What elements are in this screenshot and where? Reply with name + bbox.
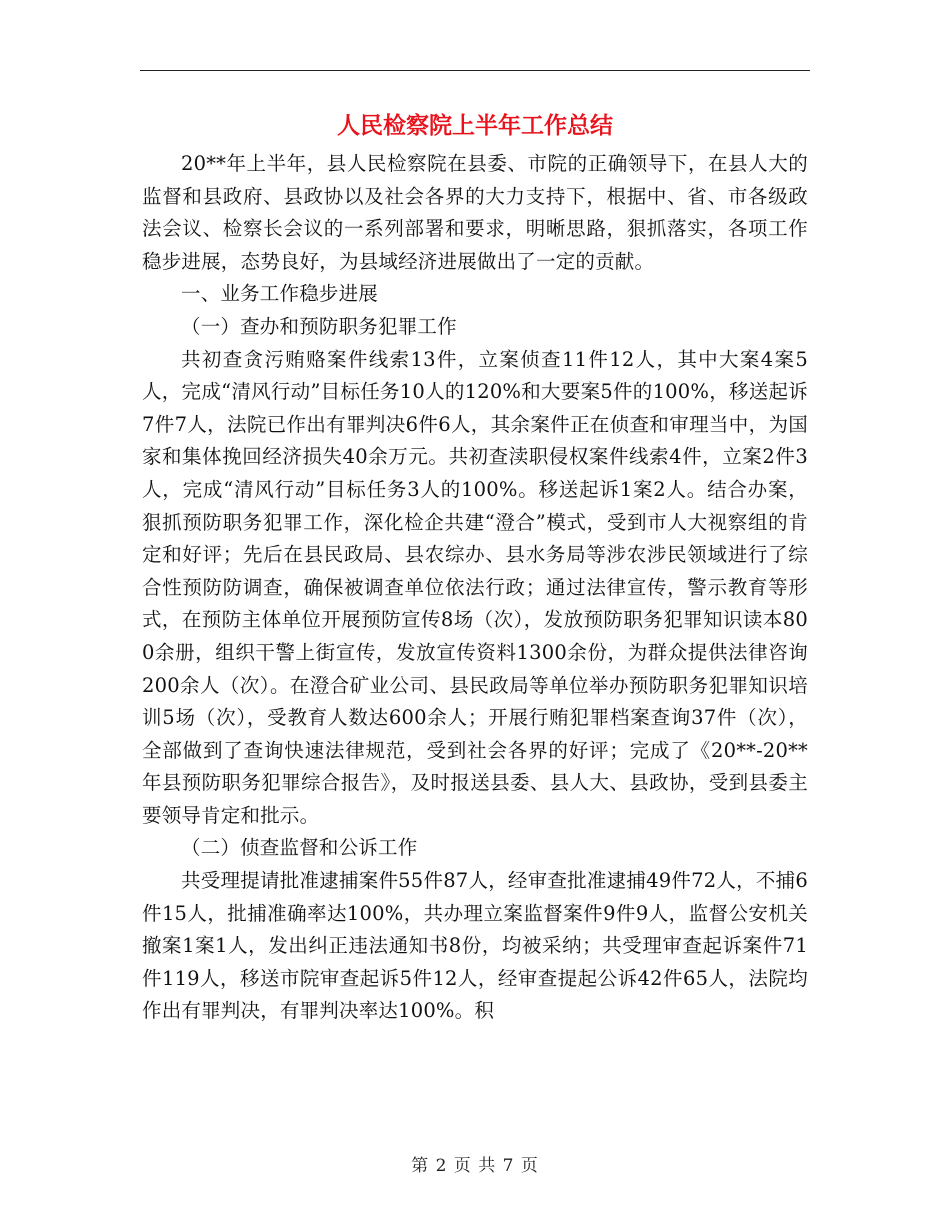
document-title: 人民检察院上半年工作总结	[337, 112, 613, 139]
page-number-footer: 第 2 页 共 7 页	[411, 1156, 539, 1176]
section-heading-1: 一、业务工作稳步进展	[181, 282, 379, 306]
crime-prevention-paragraph: 共初查贪污贿赂案件线索13件，立案侦查11件12人，其中大案4案5人，完成“清风行动”目标任务10人的120%和大要案5件的100%，移送起诉7件7人，法院已作出有罪判决6件6人，其余案件正在侦查和审理当中，为国家和集体挽回经济损失40余万元。共初查渎职侵权案件线索4件，立案2件3人，完成“清风行动”目标任务3人的100%。移送起诉1案2人。结合办案，狠抓预防职务犯罪工作，深化检企共建“澄合”模式，受到市人大视察组的肯定和好评；先后在县民政局、县农综办、县水务局等涉农涉民领域进行了综合性预防防调查，确保被调查单位依法行政；通过法律宣传，警示教育等形式，在预防主体单位开展预防宣传8场（次），发放预防职务犯罪知识读本800余册，组织干警上街宣传，发放宣传资料1300余份，为群众提供法律咨询200余人（次）。在澄合矿业公司、县民政局等单位举办预防职务犯罪知识培训5场（次），受教育人数达600余人；开展行贿犯罪档案查询37件（次），全部做到了查询快速法律规范，受到社会各界的好评；完成了《20**-20**年县预防职务犯罪综合报告》，及时报送县委、县人大、县政协，受到县委主要领导肯定和批示。	[142, 347, 808, 827]
document-body	[142, 148, 808, 1028]
header-rule	[140, 70, 810, 71]
intro-paragraph: 20**年上半年，县人民检察院在县委、市院的正确领导下，在县人大的监督和县政府、县政协以及社会各界的大力支持下，根据中、省、市各级政法会议、检察长会议的一系列部署和要求，明晰思路，狠抓落实，各项工作稳步进展，态势良好，为县域经济进展做出了一定的贡献。	[142, 152, 808, 273]
supervision-prosecution-paragraph: 共受理提请批准逮捕案件55件87人，经审查批准逮捕49件72人，不捕6件15人，批捕准确率达100%，共办理立案监督案件9件9人，监督公安机关撤案1案1人，发出纠正违法通知书8份，均被采纳；共受理审查起诉案件71件119人，移送市院审查起诉5件12人，经审查提起公诉42件65人，法院均作出有罪判决，有罪判决率达100%。积	[142, 869, 808, 1023]
subsection-heading-1: （一）查办和预防职务犯罪工作	[181, 314, 457, 338]
subsection-heading-2: （二）侦查监督和公诉工作	[181, 836, 418, 860]
